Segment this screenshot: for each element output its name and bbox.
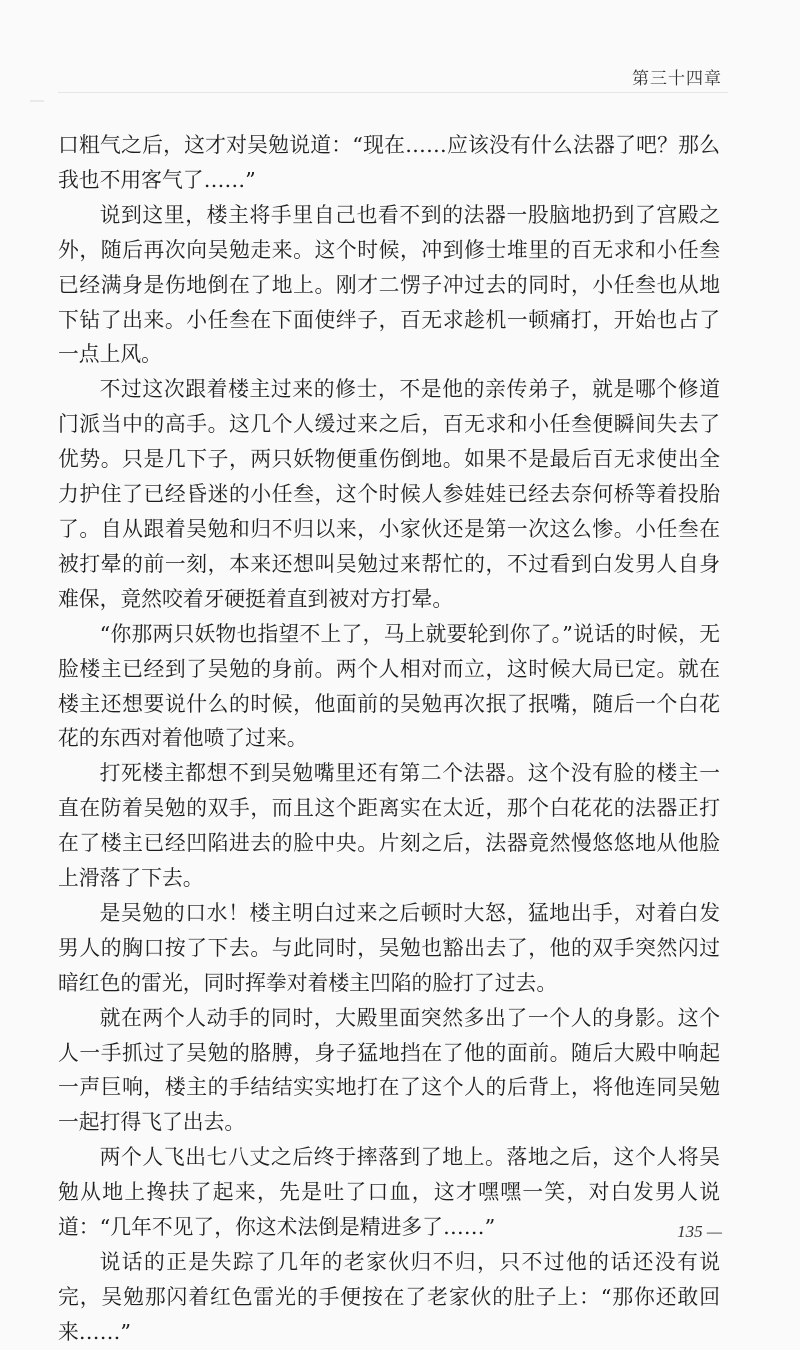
paragraph: 不过这次跟着楼主过来的修士，不是他的亲传弟子，就是哪个修道门派当中的高手。这几个人缓过来之后，百无求和小任叁便瞬间失去了优势。只是几下子，两只妖物便重伤倒地。如果不是最后百无求使出全力护住了已经昏迷的小任叁，这个时候人参娃娃已经去奈何桥等着投胎了。自从跟着吴勉和归不归以来，小家伙还是第一次这么惨。小任叁在被打晕的前一刻，本来还想叫吴勉过来帮忙的，不过看到白发男人自身难保，竟然咬着牙硬挺着直到被对方打晕。 bbox=[58, 377, 720, 611]
paragraph: 说话的正是失踪了几年的老家伙归不归，只不过他的话还没有说完，吴勉那闪着红色雷光的手便按在了老家伙的肚子上：“那你还敢回来……” bbox=[58, 1250, 720, 1344]
paragraph: 打死楼主都想不到吴勉嘴里还有第二个法器。这个没有脸的楼主一直在防着吴勉的双手，而且这个距离实在太近，那个白花花的法器正打在了楼主已经凹陷进去的脸中央。片刻之后，法器竟然慢悠悠地从他脸上滑落了下去。 bbox=[58, 761, 720, 891]
paragraph-continued: 口粗气之后，这才对吴勉说道：“现在……应该没有什么法器了吧？那么我也不用客气了……” bbox=[58, 133, 720, 192]
page-number: 135 — bbox=[677, 1222, 722, 1241]
scan-speck bbox=[30, 100, 44, 102]
paragraph: 是吴勉的口水！楼主明白过来之后顿时大怒，猛地出手，对着白发男人的胸口按了下去。与此同时，吴勉也豁出去了，他的双手突然闪过暗红色的雷光，同时挥拳对着楼主凹陷的脸打了过去。 bbox=[58, 900, 720, 995]
paragraph: 就在两个人动手的同时，大殿里面突然多出了一个人的身影。这个人一手抓过了吴勉的胳膊，身子猛地挡在了他的面前。随后大殿中响起一声巨响，楼主的手结结实实地打在了这个人的后背上，将他连同吴勉一起打得飞了出去。 bbox=[58, 1005, 720, 1135]
body-text bbox=[58, 128, 720, 1350]
paragraph: 说到这里，楼主将手里自己也看不到的法器一股脑地扔到了宫殿之外，随后再次向吴勉走来。这个时候，冲到修士堆里的百无求和小任叁已经满身是伤地倒在了地上。刚才二愣子冲过去的同时，小任叁也从地下钻了出来。小任叁在下面使绊子，百无求趁机一顿痛打，开始也占了一点上风。 bbox=[58, 202, 720, 367]
header-rule bbox=[58, 92, 728, 93]
paragraph: “你那两只妖物也指望不上了，马上就要轮到你了。”说话的时候，无脸楼主已经到了吴勉的身前。两个人相对而立，这时候大局已定。就在楼主还想要说什么的时候，他面前的吴勉再次抿了抿嘴，随后一个白花花的东西对着他喷了过来。 bbox=[58, 621, 720, 751]
chapter-header: 第三十四章 bbox=[632, 69, 722, 89]
paragraph: 两个人飞出七八丈之后终于摔落到了地上。落地之后，这个人将吴勉从地上搀扶了起来，先是吐了口血，这才嘿嘿一笑，对白发男人说道：“几年不见了，你这术法倒是精进多了……” bbox=[58, 1145, 720, 1240]
